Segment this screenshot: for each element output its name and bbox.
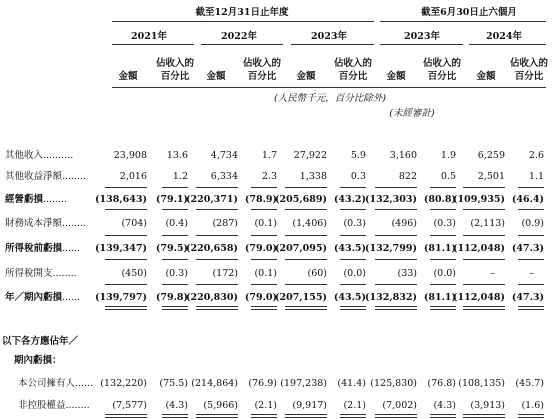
amount-cell: (1,406): [292, 218, 327, 229]
subtotal-rule: [375, 209, 417, 210]
row-label: [5, 194, 67, 205]
col-pct-line2: 百分比: [514, 71, 544, 82]
amount-cell: (207,155): [275, 292, 327, 303]
amount-cell: 23,908: [113, 150, 147, 161]
year-2022: 2022年: [221, 31, 257, 42]
subtotal-rule: [285, 284, 327, 285]
subtotal-rule: [518, 309, 544, 310]
col-amount: 金額: [296, 71, 316, 82]
subtotal-rule: [518, 284, 544, 285]
subtotal-rule: [340, 259, 366, 260]
subtotal-rule: [430, 309, 456, 310]
year-2023-half: 2023年: [404, 31, 440, 42]
subtotal-rule: [430, 306, 456, 307]
percentage-cell: (4.3): [165, 400, 188, 411]
amount-cell: (9,917): [292, 400, 327, 411]
percentage-cell: (45.7): [515, 378, 544, 389]
rule-2021: [112, 44, 194, 45]
header-bottom-rule: [112, 87, 546, 88]
percentage-cell: (0.4): [165, 218, 188, 229]
col-pct-line1: 佔收入的: [242, 58, 282, 69]
subtotal-rule: [162, 414, 188, 415]
row-label: [5, 268, 77, 279]
percentage-cell: (79.8): [155, 292, 188, 303]
subtotal-rule: [375, 414, 417, 415]
leader-dots: ..........: [43, 150, 74, 161]
rule-2024-half: [469, 44, 546, 45]
percentage-cell: (0.9): [521, 218, 544, 229]
subtotal-rule: [162, 187, 188, 188]
amount-cell: (112,048): [453, 292, 505, 303]
subtotal-rule: [251, 306, 277, 307]
amount-cell: (172): [212, 268, 238, 279]
subtotal-rule: [251, 187, 277, 188]
amount-cell: (132,799): [365, 243, 417, 254]
row-label-text: 年／期內虧損: [5, 292, 63, 303]
subtotal-rule: [251, 417, 277, 418]
subtotal-rule: [463, 259, 505, 260]
subtotal-rule: [340, 235, 366, 236]
subtotal-rule: [285, 209, 327, 210]
subtotal-rule: [196, 259, 238, 260]
amount-cell: (132,220): [100, 378, 147, 389]
subtotal-rule: [430, 284, 456, 285]
amount-cell: (214,864): [191, 378, 238, 389]
percentage-cell: (78.9): [244, 194, 277, 205]
leader-dots: ........: [52, 268, 77, 279]
subtotal-rule: [105, 187, 147, 188]
amount-cell: (220,658): [186, 243, 238, 254]
col-pct-line1: 佔收入的: [509, 58, 549, 69]
amount-cell: (125,830): [370, 378, 417, 389]
amount-cell: (139,347): [95, 243, 147, 254]
col-pct-line2: 百分比: [427, 71, 457, 82]
subtotal-rule: [518, 209, 544, 210]
subtotal-rule: [162, 209, 188, 210]
subtotal-rule: [375, 306, 417, 307]
subtotal-rule: [285, 309, 327, 310]
row-label: [5, 150, 73, 161]
percentage-cell: 13.6: [166, 150, 188, 161]
amount-cell: (108,135): [458, 378, 505, 389]
amount-cell: (60): [307, 268, 327, 279]
subtotal-rule: [340, 187, 366, 188]
subtotal-rule: [340, 309, 366, 310]
amount-cell: (287): [212, 218, 238, 229]
leader-dots: ......: [62, 243, 81, 254]
row-label-text: 財務成本淨額: [5, 218, 63, 229]
amount-cell: (132,832): [365, 292, 417, 303]
percentage-cell: 2.6: [528, 150, 544, 161]
subtotal-rule: [251, 309, 277, 310]
subtotal-rule: [162, 284, 188, 285]
rule-2022: [201, 44, 283, 45]
subtotal-rule: [251, 209, 277, 210]
subtotal-rule: [463, 284, 505, 285]
percentage-cell: (43.5): [333, 292, 366, 303]
row-label-text: 非控股權益: [18, 400, 66, 411]
amount-cell: 822: [398, 171, 417, 182]
row-label-text: 經營虧損: [5, 194, 44, 205]
percentage-cell: (79.5): [155, 243, 188, 254]
subtotal-rule: [196, 284, 238, 285]
subtotal-rule: [340, 306, 366, 307]
subtotal-rule: [463, 309, 505, 310]
percentage-cell: (79.1): [155, 194, 188, 205]
subtotal-rule: [196, 187, 238, 188]
subtotal-rule: [430, 235, 456, 236]
col-amount: 金額: [476, 71, 496, 82]
subtotal-rule: [285, 259, 327, 260]
percentage-cell: –: [529, 268, 534, 279]
subtotal-rule: [285, 187, 327, 188]
subtotal-rule: [375, 309, 417, 310]
percentage-cell: 2.3: [261, 171, 277, 182]
amount-cell: (220,371): [186, 194, 238, 205]
amount-cell: 3,160: [389, 150, 417, 161]
subtotal-rule: [430, 209, 456, 210]
amount-cell: (109,935): [453, 194, 505, 205]
amount-cell: (197,238): [280, 378, 327, 389]
subtotal-rule: [196, 306, 238, 307]
amount-cell: (7,577): [112, 400, 147, 411]
col-pct-line1: 佔收入的: [155, 58, 195, 69]
row-label-text: 本公司擁有人: [18, 378, 76, 389]
subtotal-rule: [162, 235, 188, 236]
percentage-cell: (81.1): [423, 292, 456, 303]
percentage-cell: (0.0): [343, 268, 366, 279]
year-2021: 2021年: [131, 31, 167, 42]
subtotal-rule: [518, 259, 544, 260]
amount-cell: (132,303): [365, 194, 417, 205]
subtotal-rule: [285, 417, 327, 418]
amount-cell: (3,913): [470, 400, 505, 411]
row-label-text: 其他收入: [5, 150, 44, 161]
percentage-cell: 5.9: [350, 150, 366, 161]
amount-cell: 6,259: [477, 150, 505, 161]
amount-cell: (205,689): [275, 194, 327, 205]
amount-cell: (5,966): [203, 400, 238, 411]
subtotal-rule: [196, 209, 238, 210]
subtotal-rule: [285, 306, 327, 307]
percentage-cell: (76.9): [248, 378, 277, 389]
percentage-cell: (46.4): [511, 194, 544, 205]
percentage-cell: (0.3): [165, 268, 188, 279]
row-label: [18, 400, 90, 411]
subtotal-rule: [340, 414, 366, 415]
percentage-cell: 1.1: [528, 171, 544, 182]
percentage-cell: (47.3): [511, 243, 544, 254]
leader-dots: ......: [62, 292, 81, 303]
amount-cell: 2,016: [119, 171, 147, 182]
percentage-cell: (0.1): [254, 218, 277, 229]
subtotal-rule: [375, 235, 417, 236]
amount-cell: (112,048): [453, 243, 505, 254]
subtotal-rule: [196, 309, 238, 310]
subtotal-rule: [375, 284, 417, 285]
leader-dots: ........: [62, 218, 87, 229]
subtotal-rule: [251, 284, 277, 285]
amount-cell: (496): [391, 218, 417, 229]
subtotal-rule: [105, 417, 147, 418]
rule-2023-full: [291, 44, 374, 45]
percentage-cell: (2.1): [254, 400, 277, 411]
attributable-title-line1: 以下各方應佔年／: [2, 336, 79, 347]
col-amount: 金額: [206, 71, 226, 82]
percentage-cell: (43.2): [333, 194, 366, 205]
row-label: [5, 218, 86, 229]
amount-cell: 27,922: [293, 150, 327, 161]
subtotal-rule: [285, 235, 327, 236]
amount-cell: (704): [121, 218, 147, 229]
amount-cell: (139,797): [95, 292, 147, 303]
percentage-cell: 0.3: [350, 171, 366, 182]
unit-note: (人民幣千元，百分比除外): [274, 93, 386, 104]
row-label-text: 其他收益淨額: [5, 171, 63, 182]
subtotal-rule: [162, 306, 188, 307]
subtotal-rule: [518, 235, 544, 236]
percentage-cell: (1.6): [521, 400, 544, 411]
leader-dots: ......: [75, 378, 94, 389]
subtotal-rule: [375, 417, 417, 418]
col-pct-line1: 佔收入的: [422, 58, 462, 69]
subtotal-rule: [105, 414, 147, 415]
subtotal-rule: [430, 187, 456, 188]
header-rule-half-year: [380, 21, 546, 22]
subtotal-rule: [463, 306, 505, 307]
col-amount: 金額: [118, 71, 138, 82]
percentage-cell: (79.0): [244, 243, 277, 254]
percentage-cell: (75.5): [159, 378, 188, 389]
subtotal-rule: [105, 209, 147, 210]
period-full-year: 截至12月31日止年度: [195, 7, 289, 18]
subtotal-rule: [340, 284, 366, 285]
subtotal-rule: [105, 235, 147, 236]
subtotal-rule: [105, 306, 147, 307]
subtotal-rule: [196, 417, 238, 418]
subtotal-rule: [463, 209, 505, 210]
year-2024-half: 2024年: [486, 31, 522, 42]
amount-cell: 1,338: [299, 171, 327, 182]
unaudited-note: (未經審計): [389, 108, 435, 119]
row-label: [18, 378, 93, 389]
subtotal-rule: [162, 309, 188, 310]
subtotal-rule: [463, 235, 505, 236]
row-label-text: 所得稅開支: [5, 268, 53, 279]
subtotal-rule: [251, 259, 277, 260]
subtotal-rule: [105, 284, 147, 285]
leader-dots: ........: [62, 171, 87, 182]
subtotal-rule: [251, 235, 277, 236]
amount-cell: (450): [121, 268, 147, 279]
percentage-cell: (41.4): [337, 378, 366, 389]
year-2023-full: 2023年: [311, 31, 347, 42]
subtotal-rule: [105, 309, 147, 310]
percentage-cell: (2.1): [343, 400, 366, 411]
subtotal-rule: [285, 414, 327, 415]
percentage-cell: (4.3): [433, 400, 456, 411]
col-pct-line2: 百分比: [160, 71, 190, 82]
col-pct-line1: 佔收入的: [333, 58, 373, 69]
row-label: [5, 292, 80, 303]
row-label: [5, 171, 86, 182]
rule-2023-half: [380, 44, 463, 45]
percentage-cell: 1.2: [172, 171, 188, 182]
row-label: [5, 243, 80, 254]
percentage-cell: (79.0): [244, 292, 277, 303]
percentage-cell: (80.8): [423, 194, 456, 205]
amount-cell: 2,501: [477, 171, 505, 182]
subtotal-rule: [463, 414, 505, 415]
percentage-cell: 1.7: [261, 150, 277, 161]
amount-cell: (2,113): [470, 218, 505, 229]
subtotal-rule: [340, 417, 366, 418]
amount-cell: (33): [397, 268, 417, 279]
leader-dots: ........: [65, 400, 90, 411]
subtotal-rule: [340, 209, 366, 210]
percentage-cell: (76.8): [427, 378, 456, 389]
percentage-cell: (47.3): [511, 292, 544, 303]
subtotal-rule: [162, 417, 188, 418]
subtotal-rule: [518, 417, 544, 418]
amount-cell: –: [490, 268, 495, 279]
subtotal-rule: [251, 414, 277, 415]
subtotal-rule: [430, 417, 456, 418]
subtotal-rule: [196, 414, 238, 415]
subtotal-rule: [518, 414, 544, 415]
subtotal-rule: [430, 259, 456, 260]
percentage-cell: 1.9: [440, 150, 456, 161]
amount-cell: (220,830): [186, 292, 238, 303]
percentage-cell: 0.5: [440, 171, 456, 182]
percentage-cell: (0.0): [433, 268, 456, 279]
subtotal-rule: [518, 187, 544, 188]
header-rule-full-year: [112, 21, 374, 22]
subtotal-rule: [430, 414, 456, 415]
attributable-title-line2: 期內虧損：: [14, 355, 62, 366]
subtotal-rule: [375, 259, 417, 260]
amount-cell: 4,734: [210, 150, 238, 161]
leader-dots: ........: [43, 194, 68, 205]
subtotal-rule: [162, 259, 188, 260]
amount-cell: (138,643): [95, 194, 147, 205]
subtotal-rule: [463, 417, 505, 418]
subtotal-rule: [196, 235, 238, 236]
col-amount: 金額: [386, 71, 406, 82]
percentage-cell: (0.1): [254, 268, 277, 279]
percentage-cell: (0.3): [343, 218, 366, 229]
amount-cell: (207,095): [275, 243, 327, 254]
subtotal-rule: [375, 187, 417, 188]
subtotal-rule: [463, 187, 505, 188]
amount-cell: 6,334: [210, 171, 238, 182]
subtotal-rule: [518, 306, 544, 307]
amount-cell: (7,002): [382, 400, 417, 411]
subtotal-rule: [105, 259, 147, 260]
percentage-cell: (43.5): [333, 243, 366, 254]
percentage-cell: (81.1): [423, 243, 456, 254]
period-half-year: 截至6月30日止六個月: [421, 7, 517, 18]
col-pct-line2: 百分比: [338, 71, 368, 82]
col-pct-line2: 百分比: [247, 71, 277, 82]
percentage-cell: (0.3): [433, 218, 456, 229]
row-label-text: 所得稅前虧損: [5, 243, 63, 254]
